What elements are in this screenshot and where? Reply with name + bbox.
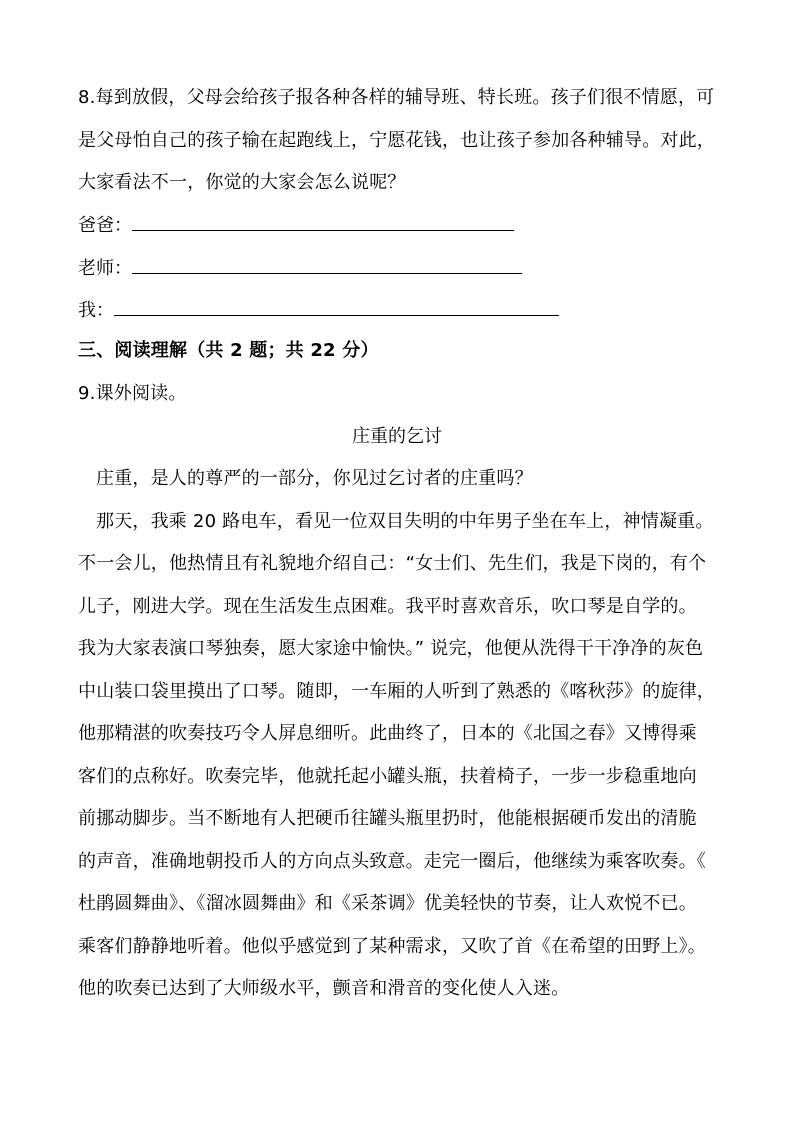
me-answer-blank[interactable] (114, 297, 559, 316)
passage-line-6: 他那精湛的吹奏技巧令人屏息细听。此曲终了，日本的《北国之春》又博得乘 (78, 723, 697, 744)
passage-line-4: 我为大家表演口琴独奏，愿大家途中愉快。” 说完，他便从洗得干干净净的灰色 (78, 638, 704, 659)
passage-line-11: 乘客们静静地听着。他似乎感觉到了某种需求，又吹了首《在希望的田野上》。 (78, 936, 706, 957)
passage-line-5: 中山装口袋里摸出了口琴。随即，一车厢的人听到了熟悉的《喀秋莎》的旋律， (78, 681, 715, 702)
section-3-heading: 三、阅读理解（共 2 题；共 22 分） (78, 340, 379, 361)
passage-line-9: 的声音，准确地朝投币人的方向点头致意。走完一圈后，他继续为乘客吹奏。《 (78, 851, 706, 872)
me-answer-row (78, 297, 559, 323)
question-8-line-3: 大家看法不一，你觉的大家会怎么说呢？ (78, 172, 406, 193)
passage-line-2: 不一会儿，他热情且有礼貌地介绍自己：“女士们、先生们，我是下岗的，有个 (78, 553, 707, 574)
dad-answer-blank[interactable] (132, 212, 514, 231)
passage-line-1: 那天，我乘 20 路电车，看见一位双目失明的中年男子坐在车上，神情凝重。 (96, 511, 714, 532)
passage-line-10: 杜鹃圆舞曲》、《溜冰圆舞曲》和《采茶调》优美轻快的节奏，让人欢悦不已。 (78, 893, 697, 914)
passage-line-3: 儿子，刚进大学。现在生活发生点困难。我平时喜欢音乐，吹口琴是自学的。 (78, 596, 697, 617)
question-8-line-2: 是父母怕自己的孩子输在起跑线上，宁愿花钱，也让孩子参加各种辅导。对此， (78, 130, 715, 151)
dad-answer-row (78, 212, 514, 238)
question-9-intro: 9.课外阅读。 (78, 383, 187, 404)
question-8-line-1: 8.每到放假，父母会给孩子报各种各样的辅导班、特长班。孩子们很不情愿，可 (78, 87, 715, 108)
teacher-answer-blank[interactable] (132, 255, 522, 274)
dad-label: 爸爸： (78, 215, 132, 236)
passage-line-12: 他的吹奏已达到了大师级水平，颤音和滑音的变化使人入迷。 (78, 978, 570, 999)
passage-line-8: 前挪动脚步。当不断地有人把硬币往罐头瓶里扔时，他能根据硬币发出的清脆 (78, 808, 697, 829)
teacher-answer-row (78, 255, 522, 281)
me-label: 我： (78, 300, 114, 321)
passage-line-7: 客们的点称好。吹奏完毕，他就托起小罐头瓶，扶着椅子，一步一步稳重地向 (78, 766, 697, 787)
passage-title: 庄重的乞讨 (352, 426, 442, 447)
passage-paragraph-1: 庄重，是人的尊严的一部分，你见过乞讨者的庄重吗？ (96, 468, 533, 489)
teacher-label: 老师： (78, 258, 132, 279)
